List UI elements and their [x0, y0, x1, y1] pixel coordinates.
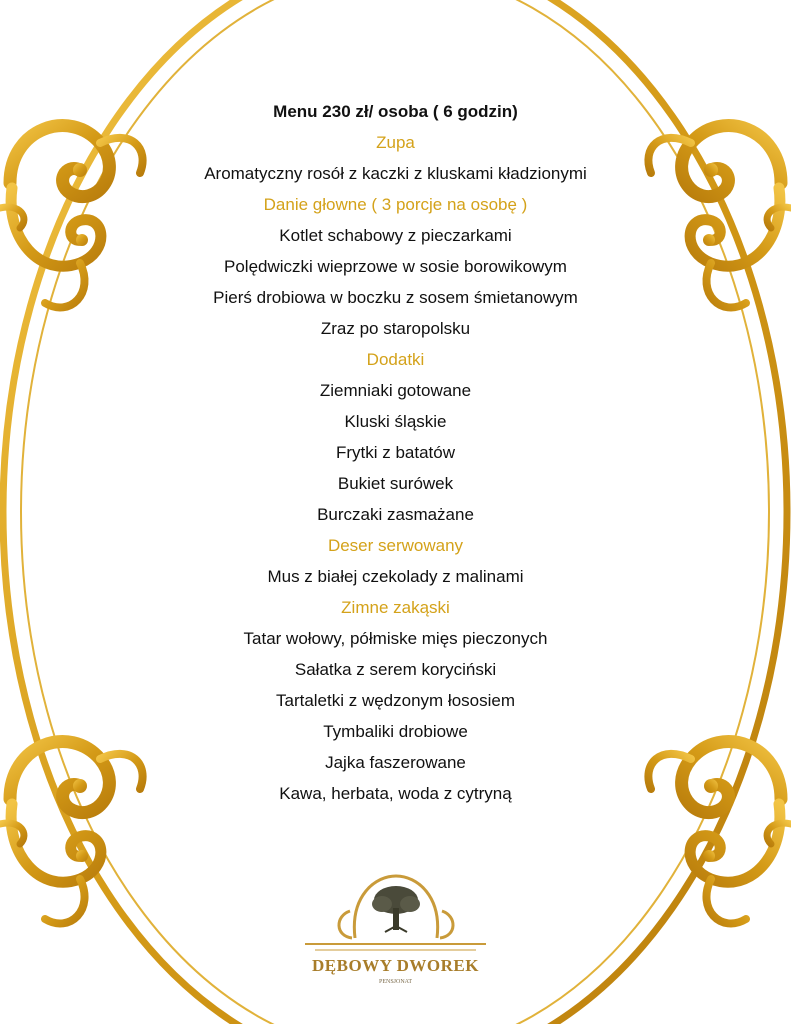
menu-item: Polędwiczki wieprzowe w sosie borowikowym — [224, 257, 567, 276]
menu-section-heading: Deser serwowany — [327, 536, 464, 555]
menu-item: Bukiet surówek — [337, 474, 454, 493]
menu-section-heading: Zupa — [376, 133, 415, 152]
menu-section-heading: Dodatki — [366, 350, 425, 369]
menu-item: Ziemniaki gotowane — [319, 381, 472, 400]
logo — [300, 866, 491, 996]
menu-list — [0, 96, 791, 809]
logo-subtitle: PENSJONAT — [378, 979, 412, 985]
menu-item: Kawa, herbata, woda z cytryną — [279, 784, 512, 803]
menu-item: Sałatka z serem koryciński — [294, 660, 497, 679]
menu-item: Tymbaliki drobiowe — [323, 722, 468, 741]
menu-item: Aromatyczny rosół z kaczki z kluskami kładzionymi — [204, 164, 587, 183]
menu-item: Zraz po staropolsku — [320, 319, 471, 338]
menu-item: Tatar wołowy, półmiske mięs pieczonych — [243, 629, 548, 648]
menu-item: Tartaletki z wędzonym łososiem — [275, 691, 516, 710]
menu-section-heading: Danie głowne ( 3 porcje na osobę ) — [263, 195, 528, 214]
menu-item: Mus z białej czekolady z malinami — [267, 567, 524, 586]
menu-item: Kluski śląskie — [344, 412, 447, 431]
menu-item: Jajka faszerowane — [325, 753, 466, 772]
menu-section-heading: Zimne zakąski — [341, 598, 450, 617]
menu-item: Pierś drobiowa w boczku z sosem śmietanowym — [213, 288, 578, 307]
menu-item: Burczaki zasmażane — [317, 505, 474, 524]
logo-emblem-icon — [300, 866, 491, 958]
menu-title: Menu 230 zł/ osoba ( 6 godzin) — [273, 102, 518, 121]
menu-item: Frytki z batatów — [335, 443, 456, 462]
logo-name: DĘBOWY DWOREK — [312, 956, 479, 975]
menu-item: Kotlet schabowy z pieczarkami — [279, 226, 512, 245]
